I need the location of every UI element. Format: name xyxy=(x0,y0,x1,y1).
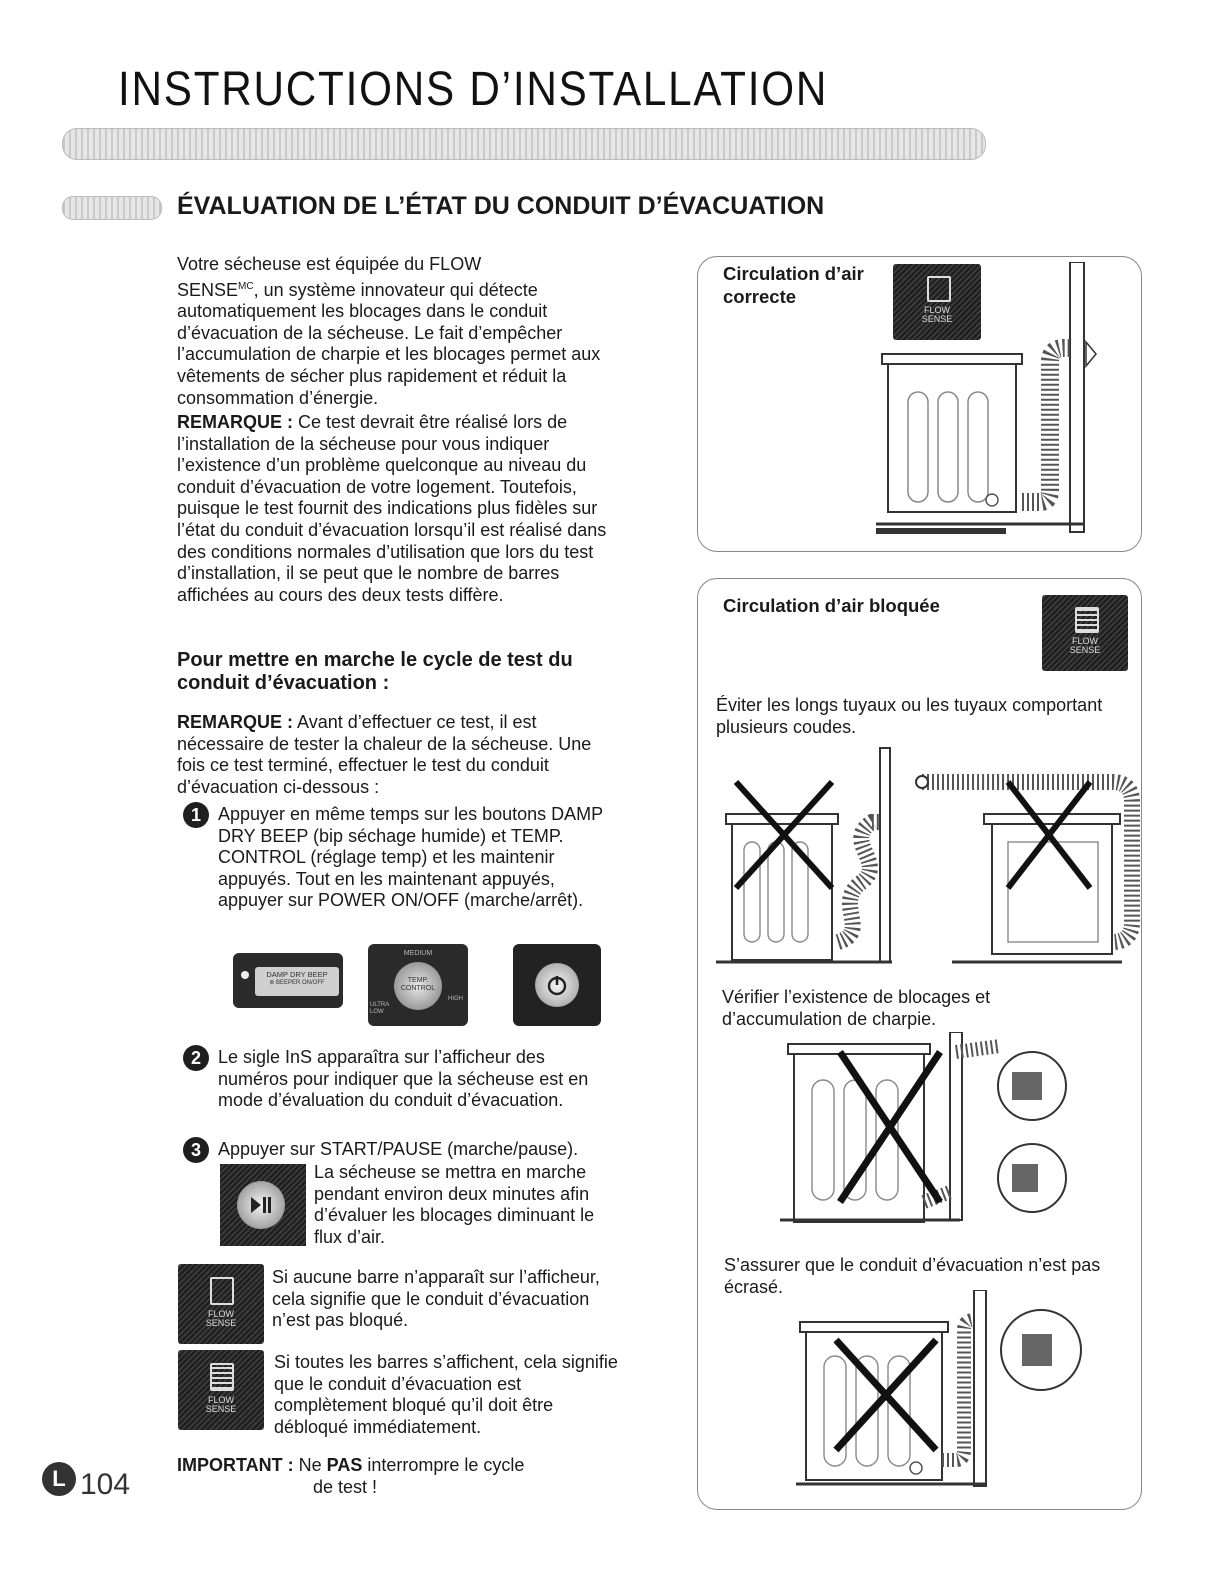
crushed-duct-illustration xyxy=(796,1290,1096,1490)
page-title: INSTRUCTIONS D’INSTALLATION xyxy=(118,63,829,116)
note1-paragraph xyxy=(177,412,627,606)
caption-long-ducts: Éviter les longs tuyaux ou les tuyaux comportant plusieurs coudes. xyxy=(716,695,1103,737)
flow-sense-full-tile: FLOW SENSE xyxy=(178,1350,264,1430)
panel-correct-title: Circulation d’air correcte xyxy=(723,263,864,307)
step-2-badge: 2 xyxy=(183,1045,209,1071)
step-3-text: Appuyer sur START/PAUSE (marche/pause). xyxy=(218,1139,579,1159)
blockage-illustration xyxy=(780,1032,1100,1228)
subheading: Pour mettre en marche le cycle de test du conduit d’évacuation : xyxy=(177,649,573,694)
note2-label: REMARQUE : xyxy=(177,712,293,732)
intro-rest: automatiquement les blocages dans le conduit d’évacuation de la sécheuse. Le fait d’empêcher l’accumulation de charpie et les blocages permet aux vêtements de sécher plus rapidement et réduit la consommation d’énergie. xyxy=(177,301,601,408)
important-note: IMPORTANT : Ne PAS interrompre le cycle de test ! xyxy=(177,1455,525,1497)
flow-sense-empty-indicator: FLOW SENSE xyxy=(893,264,981,340)
result-no-bar-text: Si aucune barre n’apparaît sur l’afficheur, cela signifie que le conduit d’évacuation n’est pas bloqué. xyxy=(272,1267,600,1331)
flow-sense-empty-tile: FLOW SENSE xyxy=(178,1264,264,1344)
caption-blockages: Vérifier l’existence de blocages et d’accumulation de charpie. xyxy=(722,987,991,1029)
step-3-badge: 3 xyxy=(183,1137,209,1163)
long-ducts-illustration xyxy=(712,742,1142,970)
panel-blocked-title: Circulation d’air bloquée xyxy=(723,595,940,616)
power-icon xyxy=(545,973,569,997)
temp-control-dial xyxy=(368,944,468,1026)
title-decor-bar xyxy=(62,128,986,160)
damp-dry-beep-button xyxy=(233,953,343,1008)
intro-line2: $SENSE^{MC}$, un système innovateur qui détecte xyxy=(177,279,538,300)
control-label: CONTROL xyxy=(400,985,436,992)
caption-crushed-duct: S’assurer que le conduit d’évacuation n’est pas écrasé. xyxy=(724,1255,1101,1297)
step-2-text: Le sigle InS apparaîtra sur l’afficheur des numéros pour indiquer que la sécheuse est en mode d’évaluation du conduit d’évacuation. xyxy=(218,1047,589,1111)
flow-sense-full-indicator: FLOW SENSE xyxy=(1042,595,1128,671)
start-pause-tile xyxy=(220,1164,306,1246)
temp-label: TEMP. xyxy=(407,977,429,984)
ultra-label: ULTRA xyxy=(370,1002,390,1008)
note2-paragraph xyxy=(177,712,597,798)
section-decor-pill xyxy=(62,196,162,220)
medium-label: MEDIUM xyxy=(403,950,433,957)
low-label: LOW xyxy=(370,1009,384,1015)
lg-logo: L xyxy=(42,1462,76,1496)
section-title: ÉVALUATION DE L’ÉTAT DU CONDUIT D’ÉVACUATION xyxy=(177,192,825,220)
damp-dry-beep-label: DAMP DRY BEEP xyxy=(266,970,328,979)
beeper-onoff-label: ⊛ BEEPER ON/OFF xyxy=(269,980,325,986)
high-label: HIGH xyxy=(448,996,463,1002)
play-pause-icon xyxy=(249,1195,273,1215)
step-1-badge: 1 xyxy=(183,802,209,828)
note1-label: REMARQUE : xyxy=(177,412,293,432)
step-1-text: Appuyer en même temps sur les boutons DAMP DRY BEEP (bip séchage humide) et TEMP. CONTROL (réglage temp) et les maintenir appuyés. Tout en les maintenant appuyés, appuyer sur POWER ON/OFF (marche/arrêt). xyxy=(218,804,603,911)
intro-paragraph xyxy=(177,254,627,409)
dryer-correct-illustration xyxy=(872,262,1112,542)
intro-line1: Votre sécheuse est équipée du FLOW xyxy=(177,254,482,274)
page-number: 104 xyxy=(80,1468,131,1501)
note1-text: Ce test devrait être réalisé lors de l’installation de la sécheuse pour vous indiquer l’existence d’un problème quelconque au niveau du conduit d’évacuation de votre logement. Toutefois, puisque le test fournit des indications plus fidèles sur l’état du conduit d’évacuation lorsqu’il est réalisé dans des conditions normales d’utilisation que lors du test d’installation, il se peut que le nombre de barres affichées au cours des deux tests diffère. xyxy=(177,412,607,605)
step-3-detail: La sécheuse se mettra en marche pendant environ deux minutes afin d’évaluer les blocages diminuant le flux d’air. xyxy=(314,1162,595,1247)
result-all-bars-text: Si toutes les barres s’affichent, cela signifie que le conduit d’évacuation est complètement bloqué qu’il doit être débloqué immédiatement. xyxy=(274,1352,618,1437)
power-button-illustration xyxy=(513,944,601,1026)
note2-text: Avant d’effectuer ce test, il est nécessaire de tester la chaleur de la sécheuse. Une fois ce test terminé, effectuer le test du conduit d’évacuation ci-dessous : xyxy=(177,712,592,797)
